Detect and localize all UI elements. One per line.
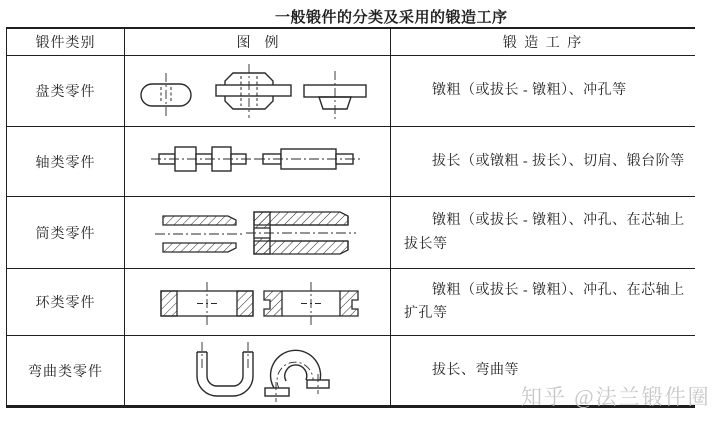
disc-parts-drawing bbox=[125, 56, 390, 126]
process-text: 镦粗（或拔长 - 镦粗）、冲孔、在芯轴上扩孔等 bbox=[404, 282, 685, 321]
process-text: 镦粗（或拔长 - 镦粗）、冲孔等 bbox=[432, 83, 627, 99]
watermark: 知乎 @法兰锻件圈 bbox=[521, 385, 711, 409]
category-label: 筒类零件 bbox=[7, 197, 125, 268]
process-text: 镦粗（或拔长 - 镦粗）、冲孔、在芯轴上拔长等 bbox=[404, 213, 685, 252]
header-process: 锻 造 工 序 bbox=[502, 36, 584, 51]
figure-cell-bent-parts bbox=[125, 336, 391, 405]
figure-cell-disc-parts bbox=[125, 56, 391, 126]
category-label: 盘类零件 bbox=[7, 56, 125, 126]
table-row-ring-parts bbox=[7, 269, 695, 336]
table-row-shaft-parts bbox=[7, 127, 695, 197]
shaft-parts-drawing bbox=[125, 127, 390, 196]
table-row-sleeve-parts bbox=[7, 197, 695, 269]
figure-cell-shaft-parts bbox=[125, 127, 391, 196]
process-text: 拔长（或镦粗 - 拔长）、切肩、锻台阶等 bbox=[432, 153, 685, 169]
page-title: 一般锻件的分类及采用的锻造工序 bbox=[275, 10, 508, 26]
header-illustration: 图 例 bbox=[125, 29, 391, 55]
figure-cell-ring-parts bbox=[125, 269, 391, 335]
bent-parts-drawing bbox=[125, 336, 390, 405]
header-category: 锻件类别 bbox=[7, 29, 125, 55]
category-label: 轴类零件 bbox=[7, 127, 125, 196]
table-header-row bbox=[7, 29, 695, 56]
figure-cell-sleeve-parts bbox=[125, 197, 391, 268]
process-text: 拔长、弯曲等 bbox=[432, 362, 519, 378]
ring-parts-drawing bbox=[125, 269, 390, 335]
category-label: 弯曲类零件 bbox=[7, 336, 125, 405]
forging-classification-table bbox=[6, 27, 695, 408]
category-label: 环类零件 bbox=[7, 269, 125, 335]
table-row-disc-parts bbox=[7, 56, 695, 127]
sleeve-parts-drawing bbox=[125, 197, 390, 268]
